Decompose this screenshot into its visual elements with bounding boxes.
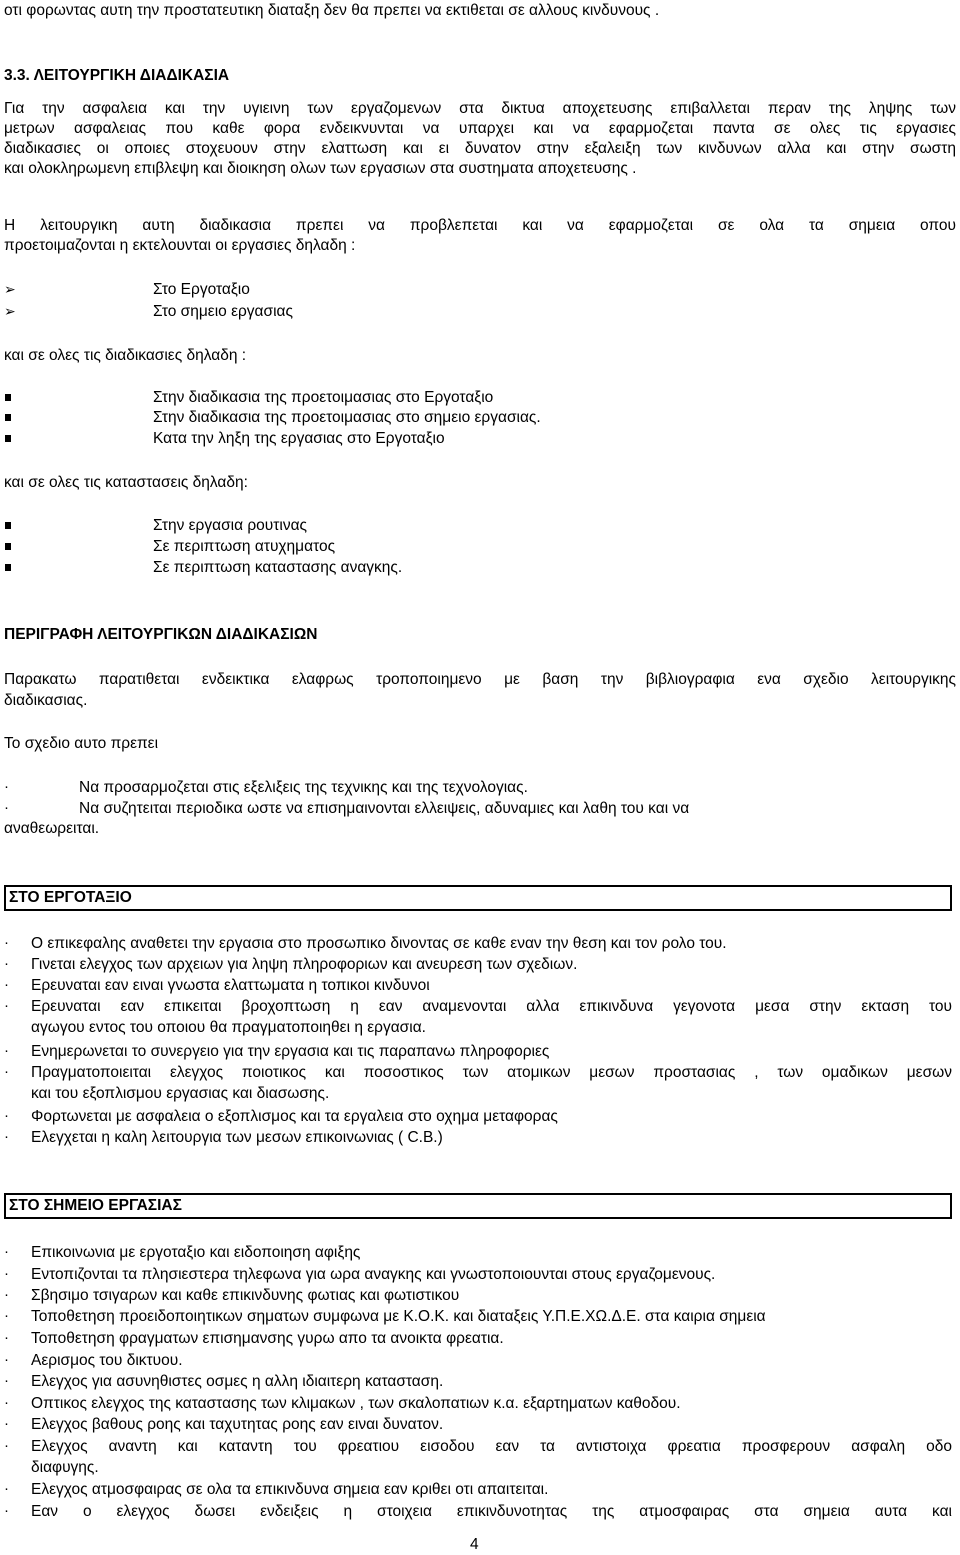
para1-line: διαδικασιες οι οποιες στοχευουν στην ελαττωση και ει δυνατον στην εξαλειξη των κινδυνων αλλα και στην σωστη	[4, 140, 956, 157]
square-bullet-icon	[5, 435, 11, 442]
site-item: Ερευναται εαν ειναι γνωστα ελαττωματα η τοπικοι κινδυνοι	[31, 977, 430, 994]
arrow-bullet-icon: ➢	[4, 303, 16, 319]
dot-bullet-icon: ·	[4, 1329, 9, 1346]
procedures-intro: και σε ολες τις διαδικασιες δηλαδη :	[4, 347, 247, 364]
site-item-cont: αγωγου εντος του οποιου θα πραγματοποιηθει η εργασια.	[31, 1019, 426, 1036]
site-item-cont: και του εξοπλισμου εργασιας και διασωσης.	[31, 1085, 330, 1102]
dot-bullet-icon: ·	[4, 1243, 9, 1260]
description-line: διαδικασιας.	[4, 692, 88, 709]
site-item: Γινεται ελεγχος των αρχειων για ληψη πληροφοριων και ανευρεση των σχεδιων.	[31, 956, 578, 973]
site-item: Ελεγχεται η καλη λειτουργια των μεσων επικοινωνιας ( C.B.)	[31, 1129, 443, 1146]
procedure-item: Στην διαδικασια της προετοιμασιας στο σημειο εργασιας.	[153, 409, 541, 426]
para2-line: Η λειτουργικη αυτη διαδικασια πρεπει να προβλεπεται και να εφαρμοζεται σε ολα τα σημεια οπου	[4, 217, 956, 234]
workpoint-item: Τοποθετηση προειδοποιητικων σηματων συμφωνα με Κ.Ο.Κ. και διαταξεις Υ.Π.Ε.ΧΩ.Δ.Ε. στα καιρια σημεια	[31, 1308, 766, 1325]
situation-item: Σε περιπτωση καταστασης αναγκης.	[153, 559, 403, 576]
para1-line: μετρων ασφαλειας που καθε φορα ενδεικνυνται να υπαρχει και να εφαρμοζεται παντα σε ολες τις εργασιες	[4, 120, 956, 137]
workpoint-item: Ελεγχος βαθους ροης και ταχυτητας ροης εαν ειναι δυνατον.	[31, 1416, 444, 1433]
dot-bullet-icon: ·	[4, 1502, 9, 1519]
intro-line: οτι φορωντας αυτη την προστατευτικη διαταξη δεν θα πρεπει να εκτιθεται σε αλλους κινδυνους .	[4, 2, 660, 19]
workpoint-item: Τοποθετηση φραγματων επισημανσης γυρω απο τα ανοικτα φρεατια.	[31, 1330, 504, 1347]
section-heading: 3.3. ΛΕΙΤΟΥΡΓΙΚΗ ΔΙΑΔΙΚΑΣΙΑ	[4, 67, 230, 84]
dot-bullet-icon: ·	[4, 1042, 9, 1059]
dot-bullet-icon: ·	[4, 1107, 9, 1124]
dot-bullet-icon: ·	[4, 778, 9, 795]
workpoint-item: Εντοπιζονται τα πλησιεστερα τηλεφωνα για ωρα αναγκης και γνωστοποιουνται στους εργαζομενους.	[31, 1266, 716, 1283]
site-item: Ο επικεφαλης αναθετει την εργασια στο προσωπικο δινοντας σε καθε εναν την θεση και τον ρολο του.	[31, 935, 727, 952]
description-heading: ΠΕΡΙΓΡΑΦΗ ΛΕΙΤΟΥΡΓΙΚΩΝ ΔΙΑΔΙΚΑΣΙΩΝ	[4, 626, 318, 643]
workpoint-item-cont: διαφυγης.	[31, 1459, 99, 1476]
dot-bullet-icon: ·	[4, 1063, 9, 1080]
site-item: Φορτωνεται με ασφαλεια ο εξοπλισμος και τα εργαλεια στο οχημα μεταφορας	[31, 1108, 558, 1125]
page-number: 4	[470, 1536, 479, 1553]
workpoint-item: Επικοινωνια με εργοταξιο και ειδοποιηση αφιξης	[31, 1244, 361, 1261]
plan-intro: Το σχεδιο αυτο πρεπει	[4, 735, 159, 752]
dot-bullet-icon: ·	[4, 1480, 9, 1497]
dot-bullet-icon: ·	[4, 799, 9, 816]
situation-item: Σε περιπτωση ατυχηματος	[153, 538, 336, 555]
dot-bullet-icon: ·	[4, 1437, 9, 1454]
site-item: Πραγματοποιειται ελεγχος ποιοτικος και ποσοστικος των ατομικων μεσων προστασιας , των ομαδικων μεσων	[31, 1064, 952, 1081]
dot-bullet-icon: ·	[4, 934, 9, 951]
workpoint-item: Ελεγχος ατμοσφαιρας σε ολα τα επικινδυνα σημεια εαν κριθει οτι απαιτειται.	[31, 1481, 549, 1498]
plan-item: Να προσαρμοζεται στις εξελιξεις της τεχνικης και της τεχνολογιας.	[79, 779, 528, 796]
dot-bullet-icon: ·	[4, 976, 9, 993]
dot-bullet-icon: ·	[4, 1372, 9, 1389]
dot-bullet-icon: ·	[4, 1307, 9, 1324]
para1-line: Για την ασφαλεια και την υγιεινη των εργαζομενων στα δικτυα αποχετευσης επιβαλλεται περαν της ληψης των	[4, 100, 956, 117]
plan-item-cont: αναθεωρειται.	[4, 820, 100, 837]
description-line: Παρακατω παρατιθεται ενδεικτικα ελαφρως τροποποιημενο με βαση την βιβλιογραφια ενα σχεδιο λειτουργικης	[4, 671, 956, 688]
situations-intro: και σε ολες τις καταστασεις δηλαδη:	[4, 474, 248, 491]
dot-bullet-icon: ·	[4, 1394, 9, 1411]
dot-bullet-icon: ·	[4, 1415, 9, 1432]
square-bullet-icon	[5, 564, 11, 571]
dot-bullet-icon: ·	[4, 1351, 9, 1368]
dot-bullet-icon: ·	[4, 1286, 9, 1303]
site-heading: ΣΤΟ ΕΡΓΟΤΑΞΙΟ	[4, 885, 952, 911]
site-item: Ενημερωνεται το συνεργειο για την εργασια και τις παραπανω πληροφοριες	[31, 1043, 550, 1060]
square-bullet-icon	[5, 394, 11, 401]
place-item: Στο Εργοταξιο	[153, 281, 250, 298]
workpoint-item: Εαν ο ελεγχος δωσει ενδειξεις η στοιχεια επικινδυνοτητας της ατμοσφαιρας στα σημεια αυτα και	[31, 1503, 952, 1520]
square-bullet-icon	[5, 414, 11, 421]
workpoint-item: Ελεγχος για ασυνηθιστες οσμες η αλλη ιδιαιτερη κατασταση.	[31, 1373, 444, 1390]
dot-bullet-icon: ·	[4, 955, 9, 972]
arrow-bullet-icon: ➢	[4, 281, 16, 297]
para1-line: και ολοκληρωμενη επιβλεψη και διοικηση ολων των εργασιων στα συστηματα αποχετευσης .	[4, 160, 637, 177]
place-item: Στο σημειο εργασιας	[153, 303, 293, 320]
procedure-item: Στην διαδικασια της προετοιμασιας στο Εργοταξιο	[153, 389, 494, 406]
procedure-item: Κατα την ληξη της εργασιας στο Εργοταξιο	[153, 430, 445, 447]
site-item: Ερευναται εαν επικειται βροχοπτωση η εαν αναμενονται αλλα επικινδυνα γεγονοτα μεσα στην εκταση του	[31, 998, 952, 1015]
dot-bullet-icon: ·	[4, 997, 9, 1014]
situation-item: Στην εργασια ρουτινας	[153, 517, 308, 534]
square-bullet-icon	[5, 543, 11, 550]
para2-line: προετοιμαζονται η εκτελουνται οι εργασιες δηλαδη :	[4, 237, 356, 254]
workpoint-item: Σβησιμο τσιγαρων και καθε επικινδυνης φωτιας και φωτιστικου	[31, 1287, 460, 1304]
dot-bullet-icon: ·	[4, 1128, 9, 1145]
square-bullet-icon	[5, 522, 11, 529]
plan-item: Να συζητειται περιοδικα ωστε να επισημαινονται ελλειψεις, αδυναμιες και λαθη του και να	[79, 800, 690, 817]
workpoint-item: Ελεγχος αναντη και καταντη του φρεατιου εισοδου εαν τα αντιστοιχα φρεατια προσφερουν ασφαλη οδο	[31, 1438, 952, 1455]
workpoint-heading: ΣΤΟ ΣΗΜΕΙΟ ΕΡΓΑΣΙΑΣ	[4, 1193, 952, 1219]
workpoint-item: Αερισμος του δικτυου.	[31, 1352, 183, 1369]
dot-bullet-icon: ·	[4, 1265, 9, 1282]
workpoint-item: Οπτικος ελεγχος της καταστασης των κλιμακων , των σκαλοπατιων κ.α. εξαρτηματων καθοδου.	[31, 1395, 681, 1412]
